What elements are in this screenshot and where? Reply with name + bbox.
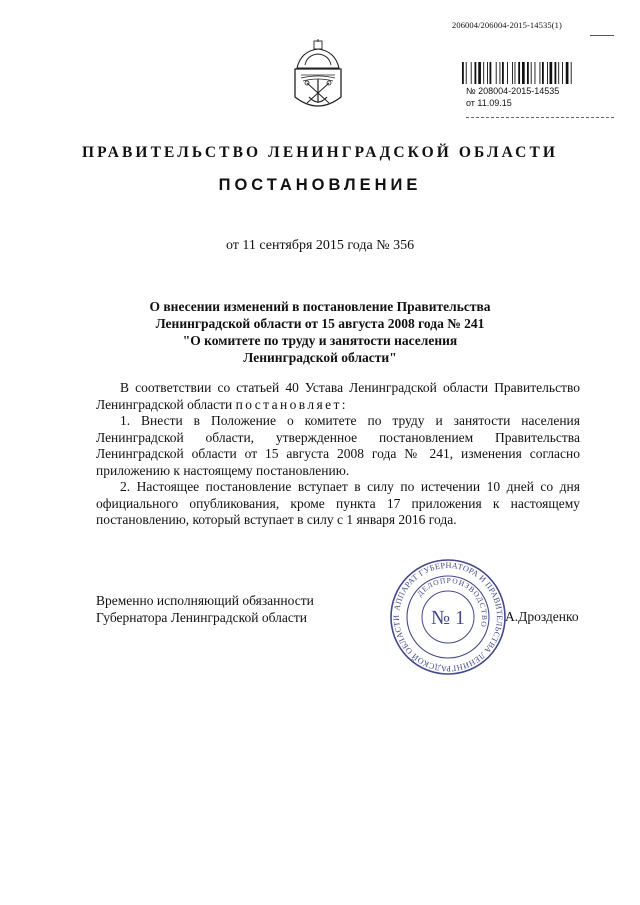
official-stamp-icon bbox=[388, 557, 508, 677]
barcode-bar bbox=[462, 62, 464, 84]
registration-number: № 208004-2015-14535 bbox=[466, 86, 560, 96]
document-type: ПОСТАНОВЛЕНИЕ bbox=[218, 176, 422, 194]
signatory-position bbox=[96, 592, 314, 626]
barcode-bar bbox=[542, 62, 544, 84]
barcode-bar bbox=[515, 62, 516, 84]
subject-line: "О комитете по труду и занятости населения bbox=[182, 333, 458, 348]
signatory-position-line: Губернатора Ленинградской области bbox=[96, 610, 307, 625]
barcode-bar bbox=[555, 62, 557, 84]
subject-line: Ленинградской области" bbox=[243, 350, 397, 365]
intro-text: В соответствии со статьей 40 Устава Ленинградской области Правительство Ленинградской области bbox=[96, 380, 580, 412]
barcode-bar bbox=[500, 62, 501, 84]
barcode-bar bbox=[550, 62, 553, 84]
header-rule bbox=[590, 35, 614, 36]
barcode-bar bbox=[562, 62, 563, 84]
svg-text:АППАРАТ ГУБЕРНАТОРА И ПРАВИТЕЛ: АППАРАТ ГУБЕРНАТОРА И ПРАВИТЕЛЬСТВА ЛЕНИНГРАДСКОЙ ОБЛАСТИ bbox=[391, 560, 505, 674]
barcode-bar bbox=[558, 62, 559, 84]
subject-line: О внесении изменений в постановление Правительства bbox=[149, 299, 491, 314]
barcode-bar bbox=[475, 62, 477, 84]
svg-text:№ 1: № 1 bbox=[430, 607, 466, 629]
signatory-name: А.Дрозденко bbox=[505, 609, 579, 624]
barcode-bar bbox=[566, 62, 569, 84]
barcode-bar bbox=[490, 62, 492, 84]
signatory-position-line: Временно исполняющий обязанности bbox=[96, 593, 314, 608]
document-id: 206004/206004-2015-14535(1) bbox=[452, 20, 562, 30]
subject-line: Ленинградской области от 15 августа 2008 года № 241 bbox=[155, 316, 485, 331]
barcode-bar bbox=[540, 62, 541, 84]
registration-rule bbox=[466, 117, 614, 118]
barcode-bar bbox=[522, 62, 525, 84]
document-subject bbox=[130, 298, 510, 366]
intro-paragraph bbox=[96, 380, 580, 413]
document-date: от 11 сентября 2015 года № 356 bbox=[225, 238, 415, 253]
barcode-bar bbox=[471, 62, 472, 84]
barcode-bar bbox=[547, 62, 548, 84]
barcode-bar bbox=[531, 62, 532, 84]
resolve-word: постановляет: bbox=[235, 396, 348, 412]
barcode-bar bbox=[487, 62, 488, 84]
barcode-bar bbox=[527, 62, 529, 84]
barcode-bar bbox=[571, 62, 572, 84]
item-2-paragraph: 2. Настоящее постановление вступает в силу по истечении 10 дней со дня официального опубликования, кроме пункта 17 приложения к настоящему постановлению, который вступает в силу с 1 января 2016 года. bbox=[96, 479, 580, 527]
barcode-bar bbox=[518, 62, 520, 84]
svg-text:ДЕЛОПРОИЗВОДСТВО: ДЕЛОПРОИЗВОДСТВО bbox=[415, 575, 490, 629]
document-body bbox=[96, 380, 580, 529]
barcode-bar bbox=[502, 62, 504, 84]
barcode-bar bbox=[507, 62, 508, 84]
barcode-bar bbox=[535, 62, 536, 84]
barcode-bar bbox=[496, 62, 497, 84]
registration-block bbox=[466, 85, 559, 109]
barcode-bar bbox=[478, 62, 481, 84]
barcode-bar bbox=[512, 62, 513, 84]
coat-of-arms-icon bbox=[287, 39, 349, 115]
government-title: ПРАВИТЕЛЬСТВО ЛЕНИНГРАДСКОЙ ОБЛАСТИ bbox=[81, 144, 559, 161]
item-1-paragraph: 1. Внести в Положение о комитете по труду и занятости населения Ленинградской области, утвержденное постановлением Правительства Ленинградской области от 15 августа 2008 года № 241, изменения согласно приложению к настоящему постановлению. bbox=[96, 413, 580, 478]
registration-date: от 11.09.15 bbox=[466, 98, 512, 108]
barcode-bar bbox=[466, 62, 467, 84]
barcode-bar bbox=[483, 62, 484, 84]
